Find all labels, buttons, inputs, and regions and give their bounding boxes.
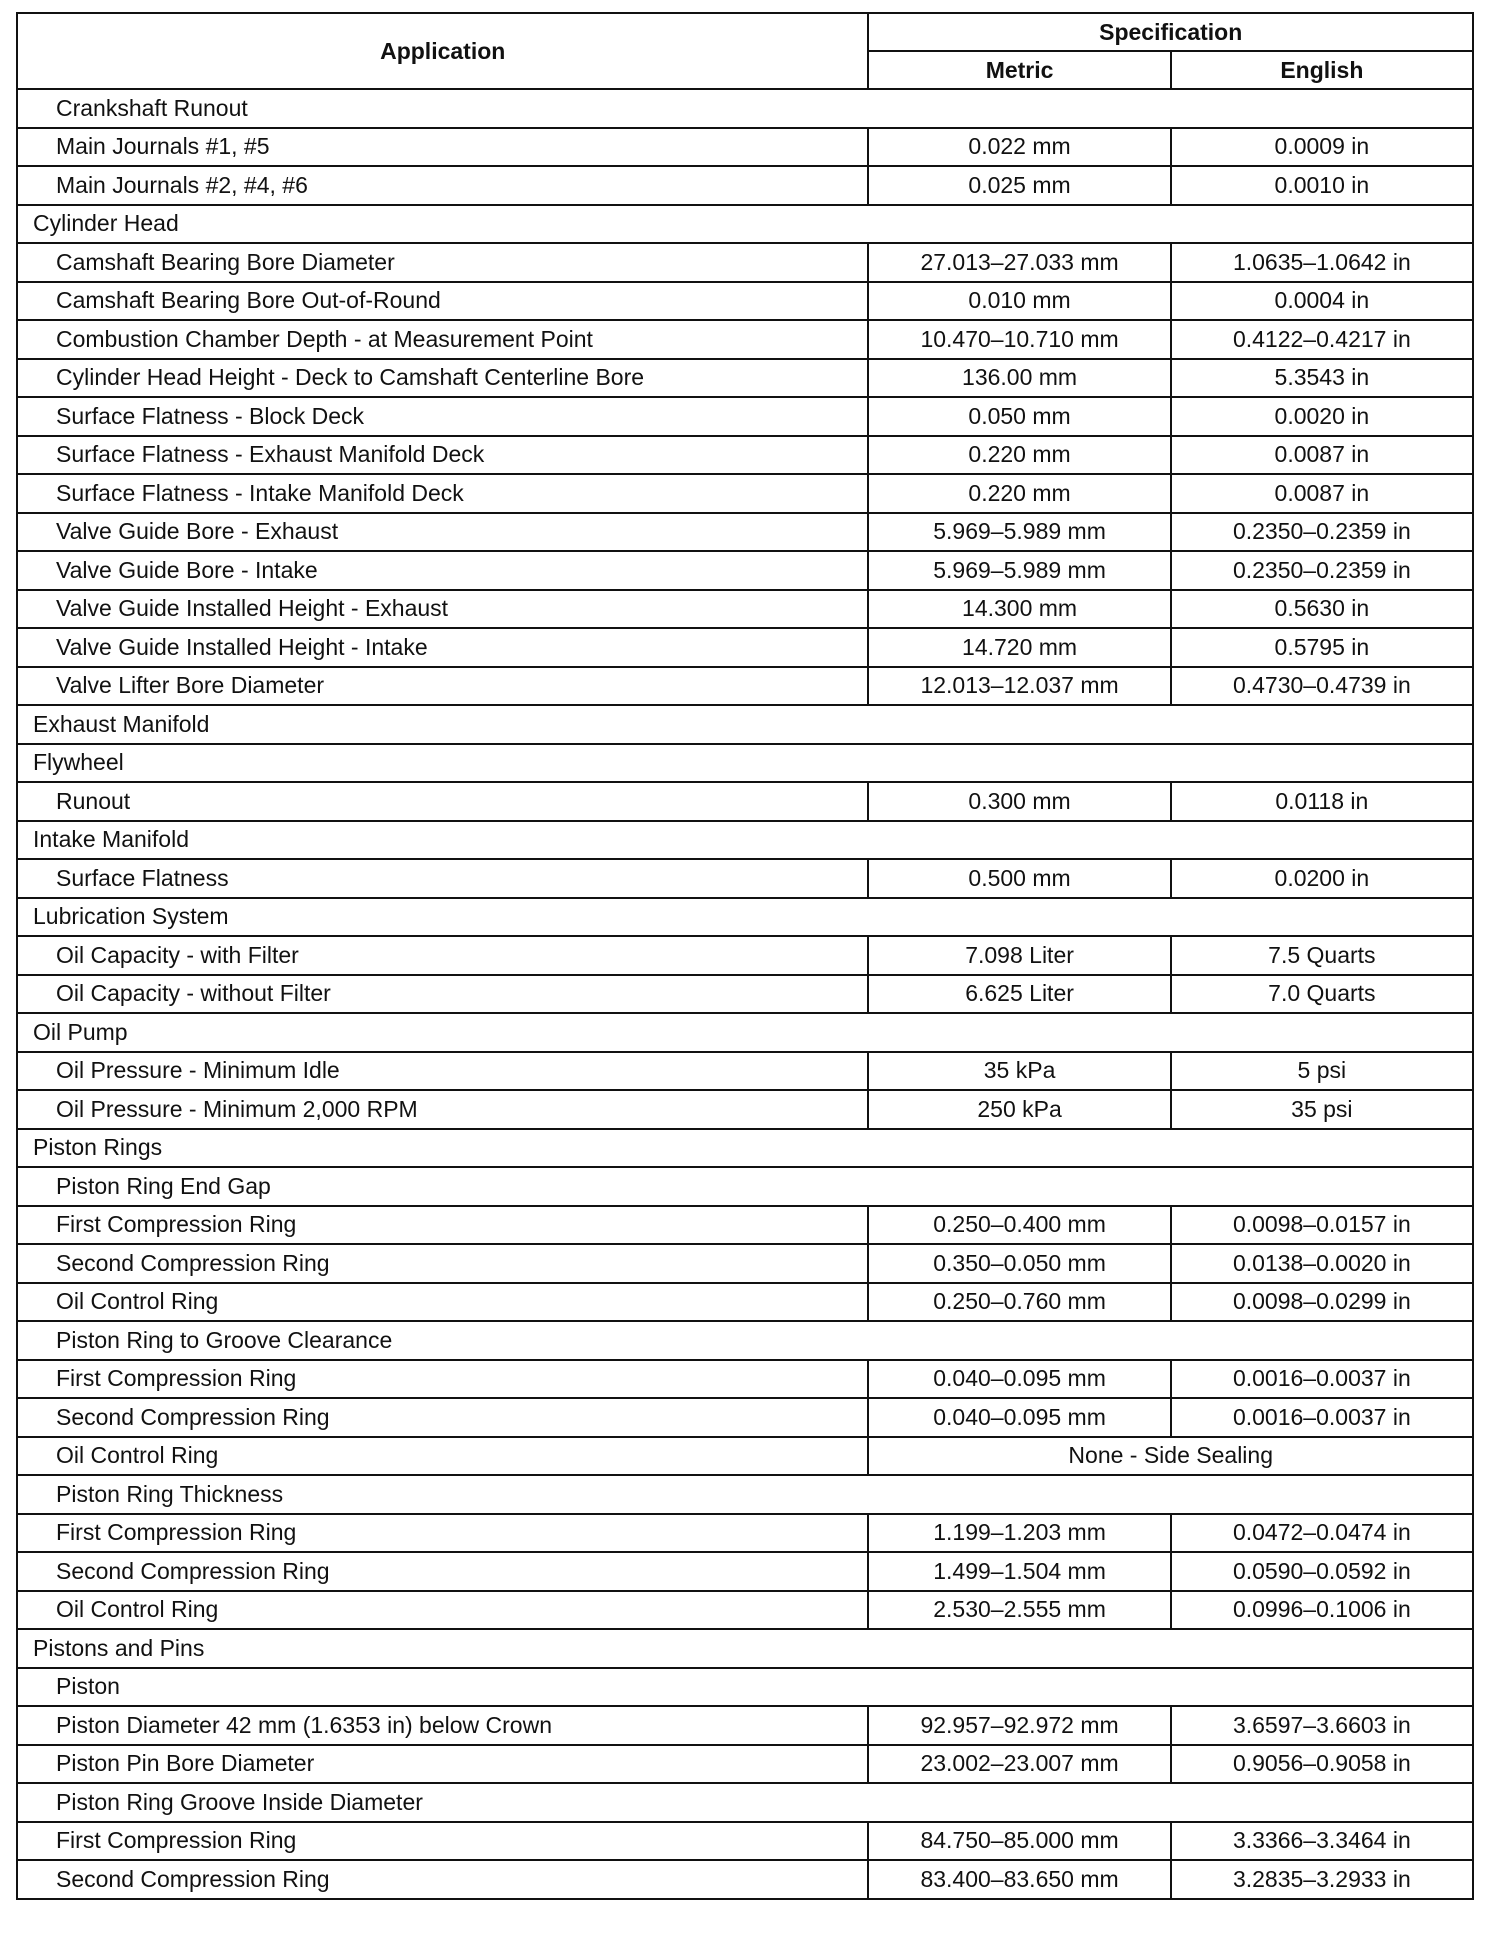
application-cell: Oil Control Ring bbox=[17, 1437, 868, 1476]
english-cell: 0.9056–0.9058 in bbox=[1171, 1745, 1473, 1784]
section-label: Piston bbox=[17, 1668, 1473, 1707]
section-row bbox=[17, 1129, 1473, 1168]
metric-cell: 83.400–83.650 mm bbox=[868, 1860, 1170, 1899]
english-cell: 0.0010 in bbox=[1171, 166, 1473, 205]
metric-cell: 27.013–27.033 mm bbox=[868, 243, 1170, 282]
metric-cell: 136.00 mm bbox=[868, 359, 1170, 398]
english-cell: 0.0200 in bbox=[1171, 859, 1473, 898]
table-row bbox=[17, 397, 1473, 436]
application-cell: Valve Guide Installed Height - Exhaust bbox=[17, 590, 868, 629]
section-label: Pistons and Pins bbox=[17, 1629, 1473, 1668]
english-cell: 7.5 Quarts bbox=[1171, 936, 1473, 975]
table-row bbox=[17, 474, 1473, 513]
application-cell: Main Journals #2, #4, #6 bbox=[17, 166, 868, 205]
table-row bbox=[17, 1552, 1473, 1591]
metric-cell: 0.040–0.095 mm bbox=[868, 1398, 1170, 1437]
english-cell: 0.0098–0.0157 in bbox=[1171, 1206, 1473, 1245]
metric-cell: 0.250–0.400 mm bbox=[868, 1206, 1170, 1245]
english-cell: 0.2350–0.2359 in bbox=[1171, 513, 1473, 552]
english-cell: 5 psi bbox=[1171, 1052, 1473, 1091]
metric-cell: 35 kPa bbox=[868, 1052, 1170, 1091]
metric-cell: 1.499–1.504 mm bbox=[868, 1552, 1170, 1591]
metric-cell: 12.013–12.037 mm bbox=[868, 667, 1170, 706]
table-row bbox=[17, 1090, 1473, 1129]
section-row bbox=[17, 205, 1473, 244]
table-row bbox=[17, 1398, 1473, 1437]
english-cell: 7.0 Quarts bbox=[1171, 975, 1473, 1014]
english-cell: 0.2350–0.2359 in bbox=[1171, 551, 1473, 590]
application-cell: First Compression Ring bbox=[17, 1206, 868, 1245]
english-cell: 0.0118 in bbox=[1171, 782, 1473, 821]
metric-cell: 0.022 mm bbox=[868, 128, 1170, 167]
metric-cell: 2.530–2.555 mm bbox=[868, 1591, 1170, 1630]
section-label: Piston Ring to Groove Clearance bbox=[17, 1321, 1473, 1360]
metric-cell: 5.969–5.989 mm bbox=[868, 551, 1170, 590]
english-cell: 0.0016–0.0037 in bbox=[1171, 1398, 1473, 1437]
table-row bbox=[17, 1745, 1473, 1784]
table-row bbox=[17, 513, 1473, 552]
section-label: Flywheel bbox=[17, 744, 1473, 783]
table-row bbox=[17, 320, 1473, 359]
metric-cell: 84.750–85.000 mm bbox=[868, 1822, 1170, 1861]
table-row bbox=[17, 359, 1473, 398]
english-cell: 0.0016–0.0037 in bbox=[1171, 1360, 1473, 1399]
metric-cell: 0.025 mm bbox=[868, 166, 1170, 205]
metric-cell: 0.220 mm bbox=[868, 436, 1170, 475]
metric-cell: 0.050 mm bbox=[868, 397, 1170, 436]
specification-cell: None - Side Sealing bbox=[868, 1437, 1473, 1476]
english-cell: 0.0087 in bbox=[1171, 474, 1473, 513]
table-row bbox=[17, 859, 1473, 898]
table-row bbox=[17, 1360, 1473, 1399]
metric-cell: 7.098 Liter bbox=[868, 936, 1170, 975]
table-row bbox=[17, 1591, 1473, 1630]
application-cell: Valve Guide Bore - Intake bbox=[17, 551, 868, 590]
table-header bbox=[17, 13, 1473, 89]
application-cell: Cylinder Head Height - Deck to Camshaft Centerline Bore bbox=[17, 359, 868, 398]
english-cell: 0.0098–0.0299 in bbox=[1171, 1283, 1473, 1322]
table-row bbox=[17, 1706, 1473, 1745]
header-row-top bbox=[17, 13, 1473, 51]
application-cell: Camshaft Bearing Bore Diameter bbox=[17, 243, 868, 282]
section-label: Oil Pump bbox=[17, 1013, 1473, 1052]
section-label: Intake Manifold bbox=[17, 821, 1473, 860]
application-cell: Second Compression Ring bbox=[17, 1860, 868, 1899]
english-cell: 0.0590–0.0592 in bbox=[1171, 1552, 1473, 1591]
section-label: Piston Rings bbox=[17, 1129, 1473, 1168]
section-label: Cylinder Head bbox=[17, 205, 1473, 244]
application-cell: Second Compression Ring bbox=[17, 1244, 868, 1283]
english-cell: 0.0996–0.1006 in bbox=[1171, 1591, 1473, 1630]
table-row bbox=[17, 1206, 1473, 1245]
section-row bbox=[17, 705, 1473, 744]
section-row bbox=[17, 1321, 1473, 1360]
application-cell: Surface Flatness bbox=[17, 859, 868, 898]
metric-cell: 0.040–0.095 mm bbox=[868, 1360, 1170, 1399]
table-row bbox=[17, 590, 1473, 629]
english-cell: 5.3543 in bbox=[1171, 359, 1473, 398]
metric-cell: 10.470–10.710 mm bbox=[868, 320, 1170, 359]
table-row bbox=[17, 936, 1473, 975]
application-column-header: Application bbox=[17, 13, 868, 89]
application-cell: Piston Pin Bore Diameter bbox=[17, 1745, 868, 1784]
table-row bbox=[17, 1514, 1473, 1553]
section-label: Crankshaft Runout bbox=[17, 89, 1473, 128]
english-cell: 3.6597–3.6603 in bbox=[1171, 1706, 1473, 1745]
metric-cell: 1.199–1.203 mm bbox=[868, 1514, 1170, 1553]
application-cell: Oil Pressure - Minimum Idle bbox=[17, 1052, 868, 1091]
section-row bbox=[17, 744, 1473, 783]
english-cell: 0.0004 in bbox=[1171, 282, 1473, 321]
application-cell: Surface Flatness - Block Deck bbox=[17, 397, 868, 436]
section-label: Piston Ring Groove Inside Diameter bbox=[17, 1783, 1473, 1822]
application-cell: Valve Lifter Bore Diameter bbox=[17, 667, 868, 706]
specification-column-header: Specification bbox=[868, 13, 1473, 51]
application-cell: Second Compression Ring bbox=[17, 1398, 868, 1437]
application-cell: Runout bbox=[17, 782, 868, 821]
metric-cell: 0.250–0.760 mm bbox=[868, 1283, 1170, 1322]
application-cell: Second Compression Ring bbox=[17, 1552, 868, 1591]
english-cell: 0.4730–0.4739 in bbox=[1171, 667, 1473, 706]
table-row bbox=[17, 128, 1473, 167]
english-cell: 3.2835–3.2933 in bbox=[1171, 1860, 1473, 1899]
table-row bbox=[17, 243, 1473, 282]
table-row bbox=[17, 628, 1473, 667]
english-column-header: English bbox=[1171, 51, 1473, 89]
table-body bbox=[17, 89, 1473, 1899]
table-row bbox=[17, 282, 1473, 321]
metric-column-header: Metric bbox=[868, 51, 1170, 89]
metric-cell: 5.969–5.989 mm bbox=[868, 513, 1170, 552]
english-cell: 0.5795 in bbox=[1171, 628, 1473, 667]
section-row bbox=[17, 1668, 1473, 1707]
application-cell: Oil Capacity - without Filter bbox=[17, 975, 868, 1014]
application-cell: First Compression Ring bbox=[17, 1514, 868, 1553]
application-cell: Oil Pressure - Minimum 2,000 RPM bbox=[17, 1090, 868, 1129]
application-cell: Combustion Chamber Depth - at Measurement Point bbox=[17, 320, 868, 359]
metric-cell: 0.350–0.050 mm bbox=[868, 1244, 1170, 1283]
table-row bbox=[17, 1283, 1473, 1322]
application-cell: Oil Control Ring bbox=[17, 1591, 868, 1630]
table-row bbox=[17, 782, 1473, 821]
table-row bbox=[17, 1822, 1473, 1861]
table-row bbox=[17, 436, 1473, 475]
section-label: Piston Ring End Gap bbox=[17, 1167, 1473, 1206]
specification-table bbox=[16, 12, 1474, 1900]
metric-cell: 23.002–23.007 mm bbox=[868, 1745, 1170, 1784]
section-label: Exhaust Manifold bbox=[17, 705, 1473, 744]
table-row bbox=[17, 975, 1473, 1014]
table-row bbox=[17, 166, 1473, 205]
application-cell: Piston Diameter 42 mm (1.6353 in) below Crown bbox=[17, 1706, 868, 1745]
metric-cell: 0.500 mm bbox=[868, 859, 1170, 898]
metric-cell: 0.010 mm bbox=[868, 282, 1170, 321]
section-row bbox=[17, 1167, 1473, 1206]
application-cell: First Compression Ring bbox=[17, 1822, 868, 1861]
english-cell: 3.3366–3.3464 in bbox=[1171, 1822, 1473, 1861]
table-row bbox=[17, 667, 1473, 706]
metric-cell: 92.957–92.972 mm bbox=[868, 1706, 1170, 1745]
metric-cell: 250 kPa bbox=[868, 1090, 1170, 1129]
application-cell: Valve Guide Bore - Exhaust bbox=[17, 513, 868, 552]
application-cell: Oil Control Ring bbox=[17, 1283, 868, 1322]
table-row bbox=[17, 1052, 1473, 1091]
metric-cell: 14.300 mm bbox=[868, 590, 1170, 629]
english-cell: 35 psi bbox=[1171, 1090, 1473, 1129]
table-row bbox=[17, 1244, 1473, 1283]
section-row bbox=[17, 1629, 1473, 1668]
table-row bbox=[17, 1860, 1473, 1899]
table-row bbox=[17, 1437, 1473, 1476]
metric-cell: 6.625 Liter bbox=[868, 975, 1170, 1014]
metric-cell: 0.220 mm bbox=[868, 474, 1170, 513]
application-cell: Valve Guide Installed Height - Intake bbox=[17, 628, 868, 667]
application-cell: Camshaft Bearing Bore Out-of-Round bbox=[17, 282, 868, 321]
section-label: Lubrication System bbox=[17, 898, 1473, 937]
english-cell: 1.0635–1.0642 in bbox=[1171, 243, 1473, 282]
metric-cell: 14.720 mm bbox=[868, 628, 1170, 667]
english-cell: 0.4122–0.4217 in bbox=[1171, 320, 1473, 359]
application-cell: Surface Flatness - Intake Manifold Deck bbox=[17, 474, 868, 513]
application-cell: Surface Flatness - Exhaust Manifold Deck bbox=[17, 436, 868, 475]
application-cell: Oil Capacity - with Filter bbox=[17, 936, 868, 975]
application-cell: Main Journals #1, #5 bbox=[17, 128, 868, 167]
english-cell: 0.0087 in bbox=[1171, 436, 1473, 475]
english-cell: 0.0138–0.0020 in bbox=[1171, 1244, 1473, 1283]
english-cell: 0.0020 in bbox=[1171, 397, 1473, 436]
section-row bbox=[17, 898, 1473, 937]
section-row bbox=[17, 1475, 1473, 1514]
section-row bbox=[17, 89, 1473, 128]
section-row bbox=[17, 1783, 1473, 1822]
section-label: Piston Ring Thickness bbox=[17, 1475, 1473, 1514]
english-cell: 0.5630 in bbox=[1171, 590, 1473, 629]
section-row bbox=[17, 821, 1473, 860]
english-cell: 0.0009 in bbox=[1171, 128, 1473, 167]
section-row bbox=[17, 1013, 1473, 1052]
application-cell: First Compression Ring bbox=[17, 1360, 868, 1399]
english-cell: 0.0472–0.0474 in bbox=[1171, 1514, 1473, 1553]
table-row bbox=[17, 551, 1473, 590]
metric-cell: 0.300 mm bbox=[868, 782, 1170, 821]
